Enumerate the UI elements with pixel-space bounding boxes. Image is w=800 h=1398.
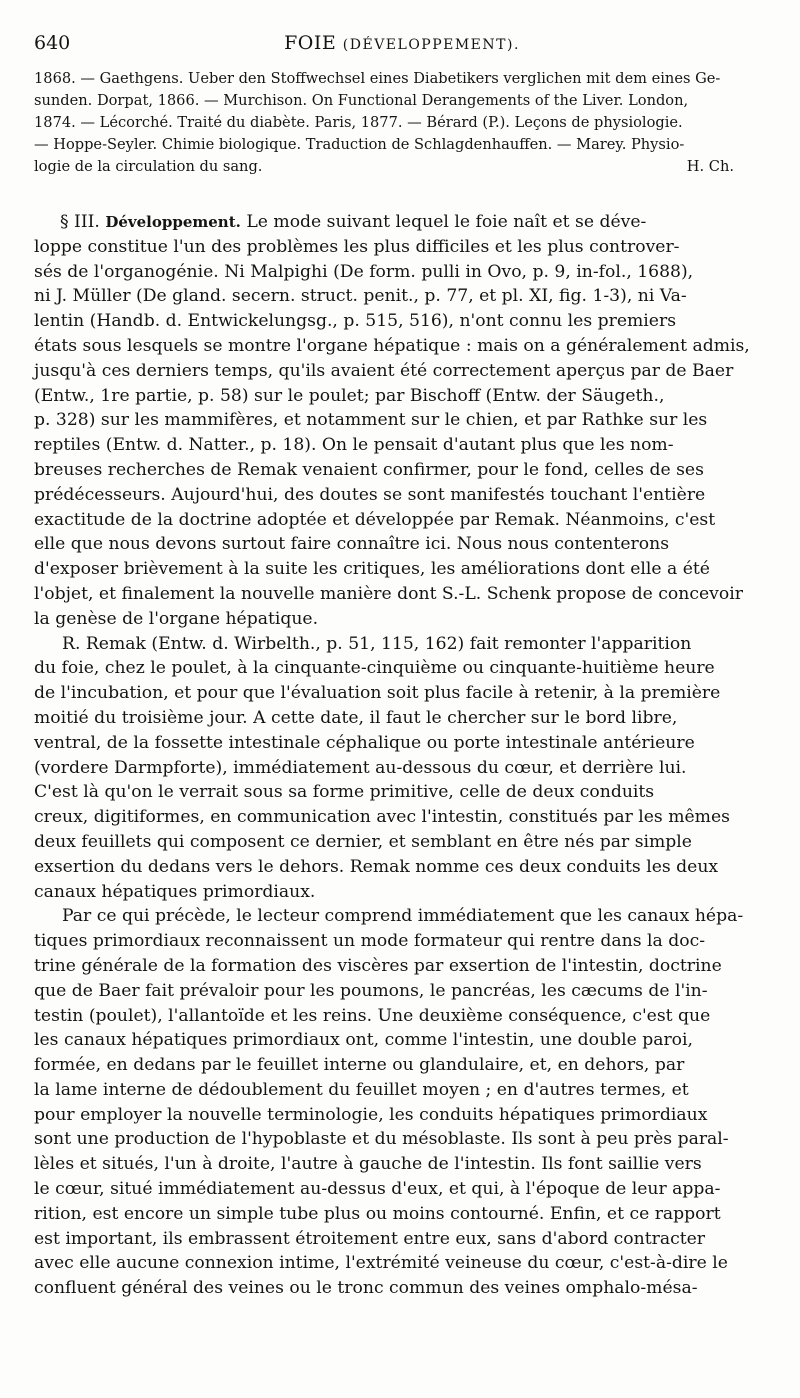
text-line: confluent général des veines ou le tronc commun des veines omphalo-mésa- <box>34 1278 698 1299</box>
text-line: les canaux hépatiques primordiaux ont, comme l'intestin, une double paroi, <box>34 1030 693 1051</box>
paragraph-1 <box>34 210 770 632</box>
biblio-line-last <box>34 156 770 178</box>
text-line: loppe constitue l'un des problèmes les plus difficiles et les plus controver- <box>34 236 680 257</box>
text-line: de l'incubation, et pour que l'évaluation soit plus facile à retenir, à la première <box>34 683 721 704</box>
text-line: moitié du troisième jour. A cette date, il faut le chercher sur le bord libre, <box>34 707 678 728</box>
text-line: du foie, chez le poulet, à la cinquante-cinquième ou cinquante-huitième heure <box>34 658 715 679</box>
biblio-line: sunden. Dorpat, 1866. — Murchison. On Functional Derangements of the Liver. London, <box>34 92 689 109</box>
text-line: p. 328) sur les mammifères, et notamment sur le chien, et par Rathke sur les <box>34 410 708 431</box>
text-line: jusqu'à ces derniers temps, qu'ils avaient été correctement aperçus par de Baer <box>34 360 734 381</box>
text-line: formée, en dedans par le feuillet interne ou glandulaire, et, en dehors, par <box>34 1055 685 1076</box>
text-line: avec elle aucune connexion intime, l'extrémité veineuse du cœur, c'est-à-dire le <box>34 1253 728 1274</box>
section-title: Développement. <box>105 213 241 231</box>
text-line: Le mode suivant lequel le foie naît et se déve- <box>246 212 647 232</box>
text-line: le cœur, situé immédiatement au-dessus d'eux, et qui, à l'époque de leur appa- <box>34 1179 721 1200</box>
text-line: la genèse de l'organe hépatique. <box>34 608 319 629</box>
text-line: lèles et situés, l'un à droite, l'autre à gauche de l'intestin. Ils font saillie vers <box>34 1154 702 1175</box>
text-line: prédécesseurs. Aujourd'hui, des doutes se sont manifestés touchant l'entière <box>34 484 706 505</box>
text-line: états sous lesquels se montre l'organe hépatique : mais on a généralement admis, <box>34 335 750 356</box>
text-line: C'est là qu'on le verrait sous sa forme primitive, celle de deux conduits <box>34 782 655 803</box>
biblio-line: logie de la circulation du sang. <box>34 158 263 175</box>
text-line: exactitude de la doctrine adoptée et développée par Remak. Néanmoins, c'est <box>34 509 716 530</box>
running-title-main: FOIE <box>284 32 337 54</box>
text-line: elle que nous devons surtout faire connaître ici. Nous nous contenterons <box>34 534 670 555</box>
text-line: lentin (Handb. d. Entwickelungsg., p. 515, 516), n'ont connu les premiers <box>34 311 677 332</box>
text-line: testin (poulet), l'allantoïde et les reins. Une deuxième conséquence, c'est que <box>34 1005 711 1026</box>
paragraph-2 <box>34 632 770 905</box>
running-title <box>34 32 770 54</box>
main-text <box>34 210 770 1301</box>
text-line: R. Remak (Entw. d. Wirbelth., p. 51, 115, 162) fait remonter l'apparition <box>62 633 692 654</box>
text-line: creux, digitiformes, en communication avec l'intestin, constitués par les mêmes <box>34 807 730 828</box>
text-line: la lame interne de dédoublement du feuillet moyen ; en d'autres termes, et <box>34 1079 689 1100</box>
text-line: deux feuillets qui composent ce dernier, et semblant en être nés par simple <box>34 831 692 852</box>
biblio-line: 1874. — Lécorché. Traité du diabète. Paris, 1877. — Bérard (P.). Leçons de physiologie. <box>34 114 683 131</box>
biblio-line: — Hoppe-Seyler. Chimie biologique. Traduction de Schlagdenhauffen. — Marey. Physio- <box>34 136 685 153</box>
text-line: l'objet, et finalement la nouvelle manière dont S.-L. Schenk propose de concevoir <box>34 583 743 604</box>
running-header <box>34 32 770 60</box>
text-line: sont une production de l'hypoblaste et du mésoblaste. Ils sont à peu près paral- <box>34 1129 729 1150</box>
paragraph-3 <box>34 904 770 1301</box>
section-heading-line <box>34 210 770 235</box>
text-line: rition, est encore un simple tube plus ou moins contourné. Enfin, et ce rapport <box>34 1203 721 1224</box>
page-number: 640 <box>34 32 71 54</box>
page <box>34 32 770 1301</box>
text-line: reptiles (Entw. d. Natter., p. 18). On le pensait d'autant plus que les nom- <box>34 435 674 456</box>
text-line: pour employer la nouvelle terminologie, les conduits hépatiques primordiaux <box>34 1104 708 1125</box>
text-line: exsertion du dedans vers le dehors. Remak nomme ces deux conduits les deux <box>34 856 719 877</box>
text-line: canaux hépatiques primordiaux. <box>34 881 316 902</box>
text-line: Par ce qui précède, le lecteur comprend immédiatement que les canaux hépa- <box>62 906 744 927</box>
biblio-line: 1868. — Gaethgens. Ueber den Stoffwechsel eines Diabetikers verglichen mit dem eines Ge- <box>34 70 721 87</box>
text-line: (Entw., 1re partie, p. 58) sur le poulet; par Bischoff (Entw. der Säugeth., <box>34 385 665 406</box>
text-line: est important, ils embrassent étroitement entre eux, sans d'abord contracter <box>34 1228 705 1249</box>
author-signature: H. Ch. <box>686 158 734 175</box>
text-line: tiques primordiaux reconnaissent un mode formateur qui rentre dans la doc- <box>34 931 706 952</box>
text-line: d'exposer brièvement à la suite les critiques, les améliorations dont elle a été <box>34 559 710 580</box>
text-line: ventral, de la fossette intestinale céphalique ou porte intestinale antérieure <box>34 732 695 753</box>
text-line: que de Baer fait prévaloir pour les poumons, le pancréas, les cæcums de l'in- <box>34 980 708 1001</box>
text-line: breuses recherches de Remak venaient confirmer, pour le fond, celles de ses <box>34 459 704 480</box>
bibliography <box>34 68 770 178</box>
text-line: ni J. Müller (De gland. secern. struct. penit., p. 77, et pl. XI, fig. 1-3), ni Va- <box>34 286 687 307</box>
running-title-sub: (DÉVELOPPEMENT). <box>342 37 520 53</box>
text-line: sés de l'organogénie. Ni Malpighi (De form. pulli in Ovo, p. 9, in-fol., 1688), <box>34 261 694 282</box>
text-line: (vordere Darmpforte), immédiatement au-dessous du cœur, et derrière lui. <box>34 757 687 778</box>
text-line: trine générale de la formation des viscères par exsertion de l'intestin, doctrine <box>34 955 722 976</box>
section-mark: § III. <box>60 212 100 232</box>
